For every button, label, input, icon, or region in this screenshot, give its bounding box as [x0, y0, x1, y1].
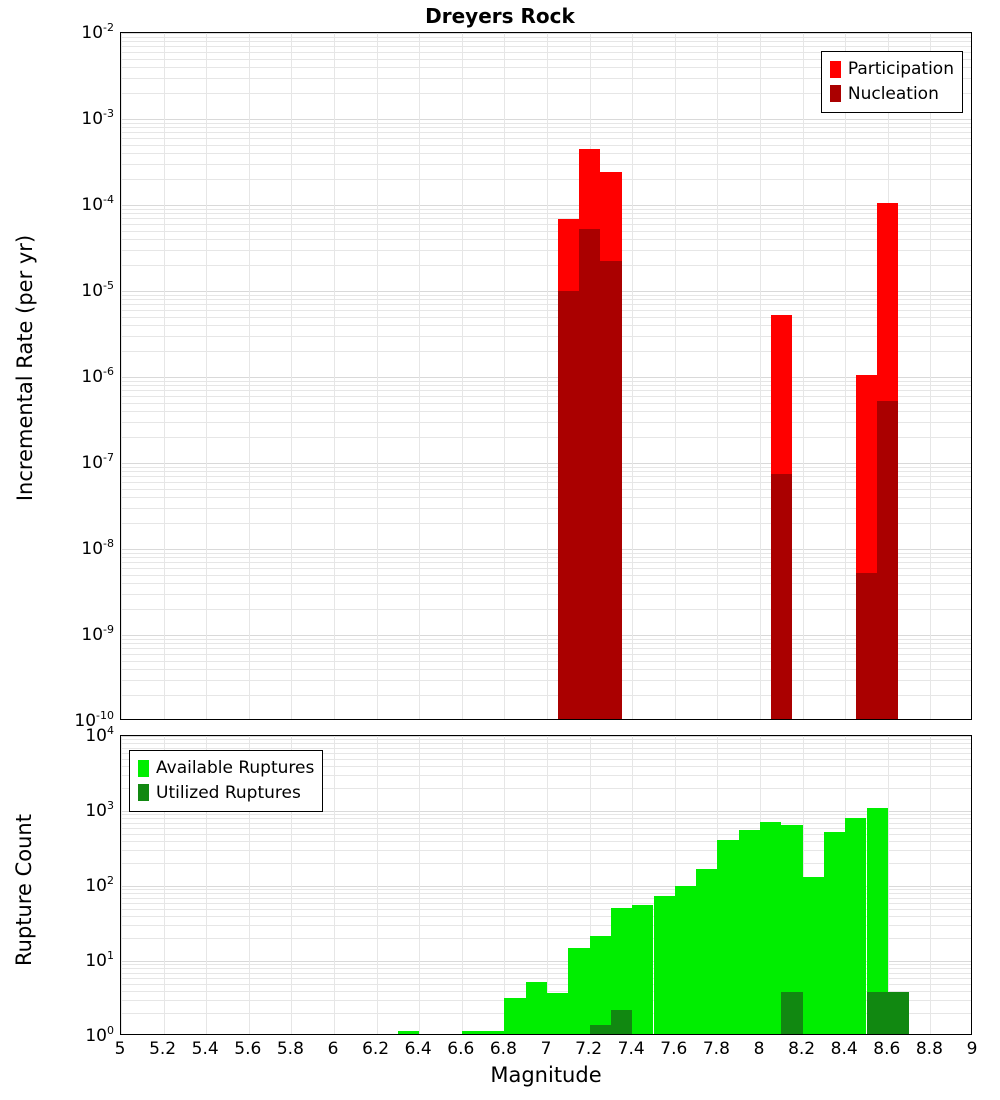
utilized-ruptures-swatch-icon	[138, 784, 149, 801]
available-ruptures-bar	[845, 818, 866, 1034]
gridline	[462, 33, 463, 719]
y-tick-label: $10^3$	[85, 799, 114, 821]
x-tick-label: 5.2	[149, 1039, 177, 1059]
nucleation-bar	[771, 474, 792, 719]
utilized-ruptures-bar	[888, 992, 909, 1034]
legend-item-participation	[830, 57, 954, 82]
gridline	[419, 736, 420, 1034]
available-ruptures-bar	[696, 869, 717, 1034]
available-ruptures-bar	[547, 993, 568, 1034]
nucleation-bar	[856, 573, 877, 719]
y-tick-label: $10^0$	[85, 1024, 114, 1046]
utilized-ruptures-bar	[590, 1025, 611, 1034]
gridline	[760, 33, 761, 719]
available-ruptures-bar	[717, 840, 738, 1034]
rupture-count-y-axis-label: Rupture Count	[12, 814, 36, 966]
gridline	[632, 33, 633, 719]
gridline	[717, 33, 718, 719]
gridline	[675, 33, 676, 719]
x-tick-label: 6	[327, 1039, 339, 1059]
available-ruptures-bar	[739, 830, 760, 1034]
available-ruptures-bar	[462, 1031, 483, 1034]
y-tick-label: $10^1$	[85, 949, 114, 971]
gridline	[419, 33, 420, 719]
gridline	[121, 33, 122, 719]
x-tick-label: 5.8	[276, 1039, 304, 1059]
legend-label-participation: Participation	[847, 59, 954, 79]
gridline	[803, 33, 804, 719]
gridline	[377, 33, 378, 719]
x-tick-label: 6.8	[489, 1039, 517, 1059]
rupture-count-legend	[129, 750, 323, 812]
gridline	[504, 33, 505, 719]
y-tick-label: $10^2$	[85, 874, 114, 896]
gridline	[504, 736, 505, 1034]
gridline	[249, 33, 250, 719]
y-tick-label: $10^{-5}$	[81, 279, 114, 301]
available-ruptures-bar	[760, 822, 781, 1034]
utilized-ruptures-bar	[867, 992, 888, 1034]
nucleation-bar	[600, 261, 621, 719]
utilized-ruptures-bar	[611, 1010, 632, 1034]
legend-item-utilized-ruptures	[138, 781, 314, 806]
gridline	[930, 33, 931, 719]
x-tick-label: 5.4	[191, 1039, 219, 1059]
y-tick-label: $10^{-10}$	[74, 709, 114, 731]
x-tick-label: 9	[966, 1039, 978, 1059]
x-tick-label: 7.2	[575, 1039, 603, 1059]
available-ruptures-bar	[632, 905, 653, 1034]
incremental-rate-y-axis-label: Incremental Rate (per yr)	[13, 234, 37, 502]
available-ruptures-bar	[526, 982, 547, 1034]
legend-label-utilized-ruptures: Utilized Ruptures	[156, 782, 301, 803]
gridline	[845, 33, 846, 719]
x-tick-label: 8	[753, 1039, 765, 1059]
x-tick-label: 7.4	[617, 1039, 645, 1059]
available-ruptures-bar	[654, 896, 675, 1034]
gridline	[334, 736, 335, 1034]
legend-label-nucleation: Nucleation	[847, 83, 939, 104]
available-ruptures-bar	[824, 832, 845, 1034]
x-tick-label: 7.8	[702, 1039, 730, 1059]
y-tick-label: $10^{-6}$	[81, 365, 114, 387]
nucleation-bar	[579, 229, 600, 719]
y-tick-label: $10^{-4}$	[81, 193, 114, 215]
gridline	[334, 33, 335, 719]
x-tick-label: 8.6	[873, 1039, 901, 1059]
y-tick-label: $10^{-2}$	[81, 21, 114, 43]
x-tick-label: 5	[114, 1039, 126, 1059]
available-ruptures-bar	[590, 936, 611, 1034]
x-axis-label: Magnitude	[490, 1063, 602, 1087]
available-ruptures-bar	[568, 948, 589, 1034]
nucleation-bar	[558, 291, 579, 719]
x-tick-label: 8.8	[915, 1039, 943, 1059]
gridline	[547, 736, 548, 1034]
incremental-rate-plot-area	[121, 33, 971, 719]
gridline	[547, 33, 548, 719]
x-tick-label: 6.6	[447, 1039, 475, 1059]
chart-title: Dreyers Rock	[425, 4, 575, 28]
available-ruptures-bar	[675, 886, 696, 1034]
gridline	[888, 736, 889, 1034]
gridline	[462, 736, 463, 1034]
legend-item-nucleation	[830, 82, 954, 107]
x-tick-label: 7.6	[660, 1039, 688, 1059]
x-tick-label: 6.2	[362, 1039, 390, 1059]
rupture-count-plot	[120, 735, 972, 1035]
gridline	[930, 736, 931, 1034]
utilized-ruptures-bar	[781, 992, 802, 1034]
nucleation-bar	[877, 401, 898, 719]
x-tick-label: 8.2	[788, 1039, 816, 1059]
x-tick-label: 7	[540, 1039, 552, 1059]
available-ruptures-bar	[803, 877, 824, 1034]
gridline	[164, 33, 165, 719]
incremental-rate-legend	[821, 51, 963, 113]
nucleation-swatch-icon	[830, 85, 841, 102]
x-tick-label: 5.6	[234, 1039, 262, 1059]
available-ruptures-bar	[483, 1031, 504, 1034]
legend-item-available-ruptures	[138, 756, 314, 781]
y-tick-label: $10^{-3}$	[81, 107, 114, 129]
participation-swatch-icon	[830, 61, 841, 78]
gridline	[377, 736, 378, 1034]
gridline	[291, 33, 292, 719]
gridline	[121, 736, 122, 1034]
gridline	[206, 33, 207, 719]
y-tick-label: $10^{-9}$	[81, 623, 114, 645]
available-ruptures-bar	[398, 1031, 419, 1034]
available-ruptures-swatch-icon	[138, 760, 149, 777]
available-ruptures-bar	[504, 998, 525, 1034]
y-tick-label: $10^4$	[85, 724, 114, 746]
y-tick-label: $10^{-8}$	[81, 537, 114, 559]
incremental-rate-plot	[120, 32, 972, 720]
x-tick-label: 8.4	[830, 1039, 858, 1059]
legend-label-available-ruptures: Available Ruptures	[156, 758, 315, 778]
y-tick-label: $10^{-7}$	[81, 451, 114, 473]
x-tick-label: 6.4	[404, 1039, 432, 1059]
